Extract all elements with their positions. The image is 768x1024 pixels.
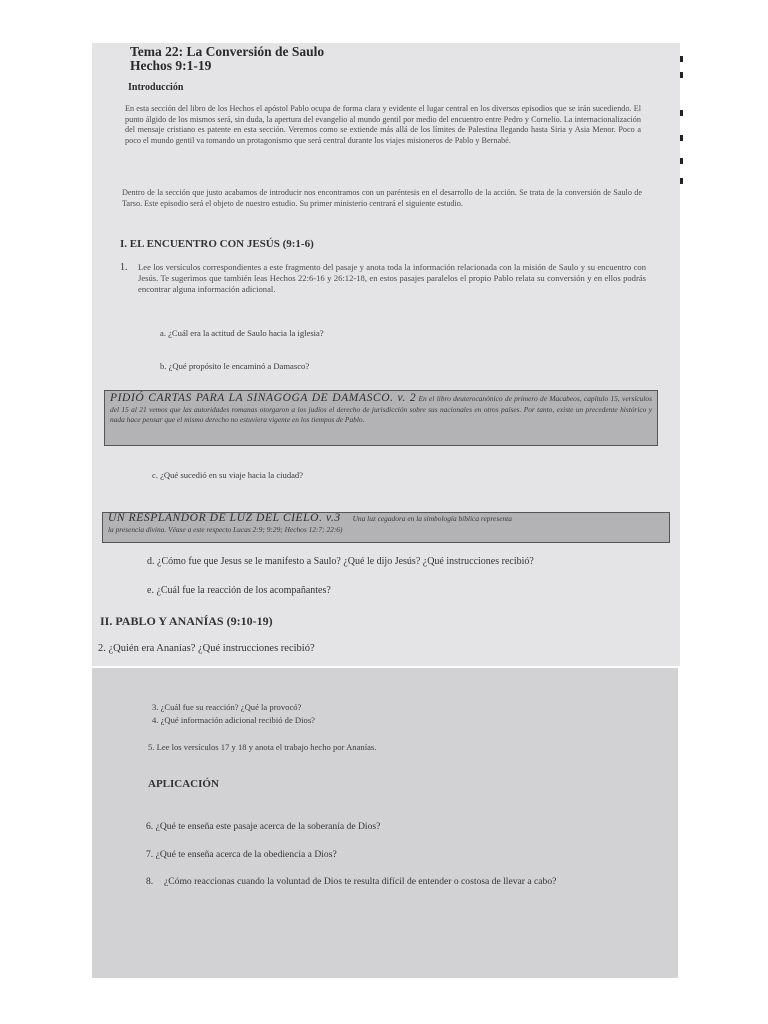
intro-heading: Introducción <box>128 82 184 93</box>
lesson-title: Tema 22: La Conversión de Saulo <box>130 44 325 59</box>
note-box-resplandor <box>102 512 670 543</box>
binding-hole-mark <box>680 178 683 184</box>
question-1-text: Lee los versículos correspondientes a este fragmento del pasaje y anota toda la información relacionada con la misión de Saulo y su encuentro con Jesús. Te sugerimos que también leas Hechos 22:6-16 y 26:12-18, en estos pasajes paralelos el propio Pablo relata su conversión y en ellos podrás encontrar alguna información adicional. <box>138 262 646 294</box>
binding-hole-mark <box>680 72 683 78</box>
section-heading-encuentro: I. EL ENCUENTRO CON JESÚS (9:1-6) <box>120 238 314 250</box>
note-box-resplandor-heading: UN RESPLANDOR DE LUZ DEL CIELO. v.3 <box>108 512 341 524</box>
note-box-cartas-body: En el libro deuterocanónico de primero de Macabeos, capítulo 15, versículos del 15 al 21 vemos que las autoridades romanas otorgaron a los judíos el derecho de jurisdicción sobre sus nacionales en otros países. Por tanto, existe un precedente histórico y nada hace pensar que el mismo derecho no estuviera vigente en los tiempos de Pablo. <box>110 394 653 424</box>
binding-hole-mark <box>680 135 683 141</box>
note-box-cartas <box>104 390 658 446</box>
question-number-1: 1. <box>120 262 128 273</box>
question-5: 5. Lee los versículos 17 y 18 y anota el trabajo hecho por Ananías. <box>148 742 377 752</box>
question-e: e. ¿Cuál fue la reacción de los acompañantes? <box>147 585 331 596</box>
binding-hole-mark <box>680 158 683 164</box>
question-c: c. ¿Qué sucedió en su viaje hacia la ciudad? <box>152 470 304 480</box>
question-2: 2. ¿Quién era Ananías? ¿Qué instrucciones recibió? <box>98 643 315 654</box>
section-heading-ananias: II. PABLO Y ANANÍAS (9:10-19) <box>100 614 273 628</box>
intro-paragraph-1: En esta sección del libro de los Hechos el apóstol Pablo ocupa de forma clara y evidente el lugar central en los diversos episodios que se irán sucediendo. El punto álgido de los mismos será, sin duda, la apertura del evangelio al mundo gentil por medio del encuentro entre Pedro y Cornelio. La internacionalización del mensaje cristiano es patente en esta sección. Veremos como se extiende más allá de los límites de Palestina llegando hasta Siria y Asia Menor. Poco a poco el mundo gentil va tomando un protagonismo que será central durante los viajes misioneros de Pablo y Bernabé. <box>125 104 641 145</box>
scripture-reference: Hechos 9:1-19 <box>130 58 212 73</box>
question-6: 6. ¿Qué te enseña este pasaje acerca de la soberanía de Dios? <box>146 821 381 832</box>
question-7: 7. ¿Qué te enseña acerca de la obediencia a Dios? <box>146 849 337 860</box>
question-4: 4. ¿Qué información adicional recibió de Dios? <box>152 715 315 725</box>
question-3: 3. ¿Cuál fue su reacción? ¿Qué la provocó? <box>152 702 302 712</box>
question-8 <box>146 876 666 888</box>
binding-hole-mark <box>680 56 683 62</box>
application-heading: APLICACIÓN <box>148 778 219 790</box>
note-box-resplandor-body-b: la presencia divina. Véase a este respecto Lucas 2:9; 9:29; Hechos 12:7; 22:6) <box>108 525 343 534</box>
intro-paragraph-2: Dentro de la sección que justo acabamos de introducir nos encontramos con un paréntesis en el desarrollo de la acción. Se trata de la conversión de Saulo de Tarso. Este episodio será el objeto de nuestro estudio. Su primer ministerio centrará el siguiente estudio. <box>122 188 642 208</box>
question-d: d. ¿Cómo fue que Jesus se le manifesto a Saulo? ¿Qué le dijo Jesús? ¿Qué instrucciones recibió? <box>147 556 534 567</box>
binding-hole-mark <box>680 110 683 116</box>
question-b: b. ¿Qué propósito le encaminó a Damasco? <box>160 361 310 371</box>
question-8-number: 8. <box>146 876 154 887</box>
note-box-cartas-heading: PIDIÓ CARTAS PARA LA SINAGOGA DE DAMASCO. v. 2 <box>110 392 417 404</box>
question-a: a. ¿Cuál era la actitud de Saulo hacia la iglesia? <box>160 328 324 338</box>
note-box-resplandor-body-a: Una luz cegadora en la simbología bíblica representa <box>352 514 512 523</box>
question-8-text: ¿Cómo reaccionas cuando la voluntad de Dios te resulta difícil de entender o costosa de llevar a cabo? <box>164 876 557 887</box>
